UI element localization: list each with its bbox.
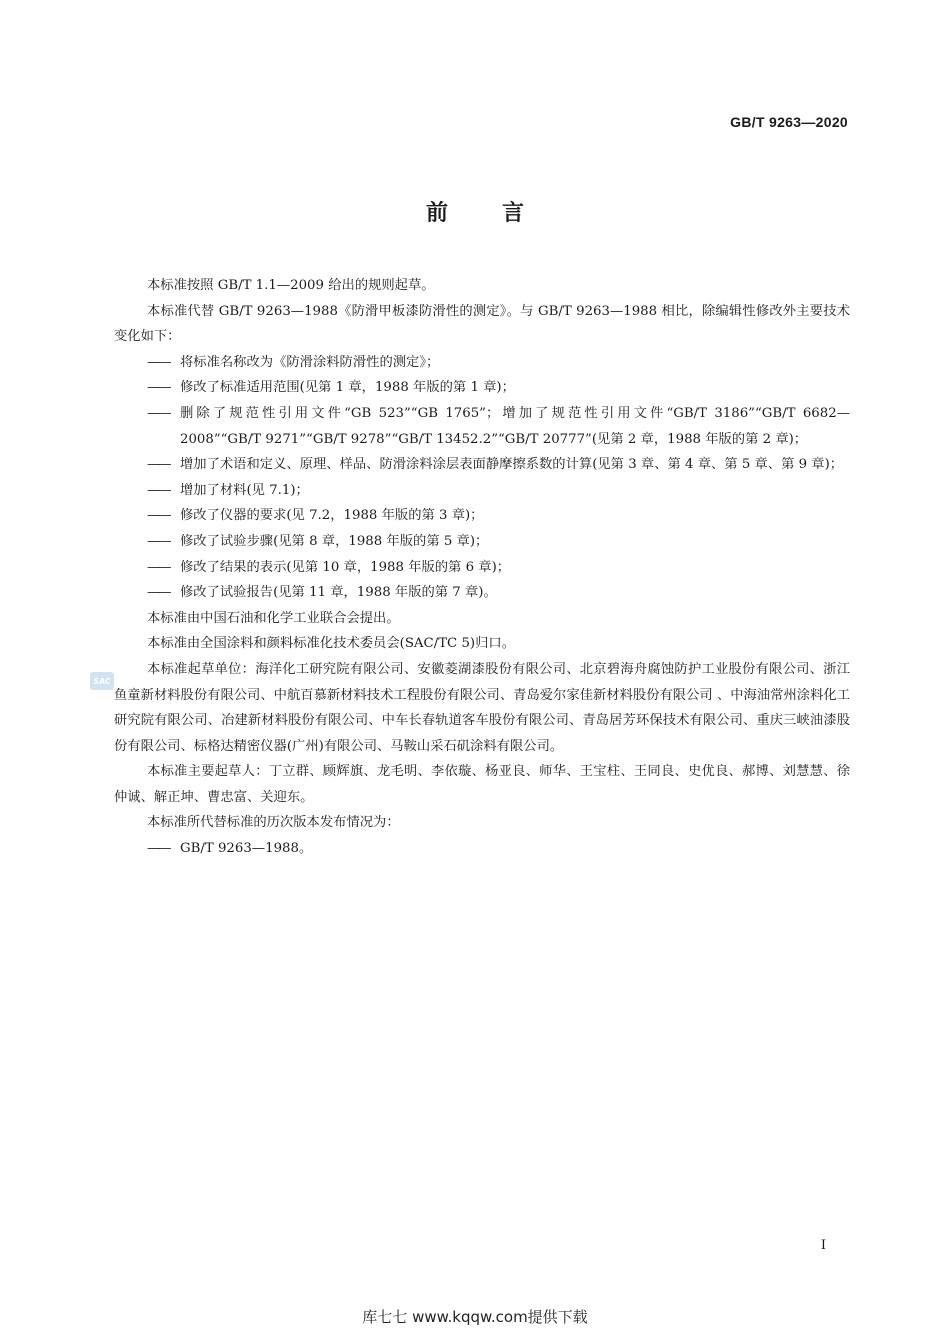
footer-watermark: 库七七 www.kqqw.com提供下载 <box>362 1308 588 1326</box>
title-char-2: 言 <box>502 201 525 226</box>
list-item-text: 增加了术语和定义、原理、样品、防滑涂料涂层表面静摩擦系数的计算(见第 3 章、第 4 章、第 5 章、第 9 章)； <box>180 457 844 473</box>
dash-mark: —— <box>147 559 170 575</box>
dash-mark: —— <box>147 585 170 601</box>
list-item-change <box>114 452 850 478</box>
standard-code: GB/T 9263—2020 <box>730 114 848 130</box>
dash-mark: —— <box>147 508 170 524</box>
dash-mark: —— <box>147 841 170 857</box>
list-item-change <box>114 401 850 452</box>
dash-mark: —— <box>147 380 170 396</box>
dash-mark: —— <box>147 482 170 498</box>
list-item-text: 将标准名称改为《防滑涂料防滑性的测定》； <box>180 354 440 370</box>
paragraph-replaces: 本标准代替 GB/T 9263—1988《防滑甲板漆防滑性的测定》。与 GB/T 9263—1988 相比，除编辑性修改外主要技术变化如下： <box>114 303 850 345</box>
list-item-change <box>114 503 850 529</box>
paragraph-drafters: 本标准主要起草人：丁立群、顾辉旗、龙毛明、李依璇、杨亚良、师华、王宝柱、王同良、史优良、郝博、刘慧慧、徐仲诚、解正坤、曹忠富、关迎东。 <box>114 764 850 805</box>
list-item-text: GB/T 9263—1988。 <box>180 841 313 857</box>
dash-mark: —— <box>147 405 170 421</box>
list-item-text: 修改了结果的表示(见第 10 章，1988 年版的第 6 章)； <box>180 559 511 575</box>
list-item-change <box>114 478 850 504</box>
paragraph-history: 本标准所代替标准的历次版本发布情况为： <box>147 815 400 831</box>
list-item-change <box>114 350 850 376</box>
list-item-text: 删除了规范性引用文件“GB 523”“GB 1765”；增加了规范性引用文件“GB/T 3186”“GB/T 6682—2008”“GB/T 9271”“GB/T 9278”“GB/T 13452.2”“GB/T 20777”(见第 2 章，1988 年版的第 2 章)； <box>180 405 850 447</box>
list-item-change <box>114 555 850 581</box>
dash-mark: —— <box>147 354 170 370</box>
list-item-change <box>114 375 850 401</box>
paragraph-committee: 本标准由全国涂料和颜料标准化技术委员会(SAC/TC 5)归口。 <box>147 636 516 652</box>
page-number: I <box>820 1238 826 1253</box>
list-item-change <box>114 580 850 606</box>
dash-mark: —— <box>147 533 170 549</box>
paragraph-proposer: 本标准由中国石油和化学工业联合会提出。 <box>147 610 400 626</box>
list-item-previous-edition <box>114 836 850 862</box>
list-item-text: 修改了标准适用范围(见第 1 章，1988 年版的第 1 章)； <box>180 380 515 396</box>
list-item-text: 修改了试验步骤(见第 8 章，1988 年版的第 5 章)； <box>180 533 489 549</box>
list-item-text: 增加了材料(见 7.1)； <box>180 482 309 498</box>
list-item-change <box>114 529 850 555</box>
dash-mark: —— <box>147 457 170 473</box>
paragraph-drafting-units: 本标准起草单位：海洋化工研究院有限公司、安徽菱湖漆股份有限公司、北京碧海舟腐蚀防护工业股份有限公司、浙江鱼童新材料股份有限公司、中航百慕新材料技术工程股份有限公司、青岛爱尔家佳新材料股份有限公司 、中海油常州涂料化工研究院有限公司、冶建新材料股份有限公司、中车长春轨道客车股份有限公司、青岛居芳环保技术有限公司、重庆三峡油漆股份有限公司、标格达精密仪器(广州)有限公司、马鞍山采石矶涂料有限公司。 <box>114 661 850 754</box>
title-char-1: 前 <box>425 201 448 226</box>
list-item-text: 修改了仪器的要求(见 7.2，1988 年版的第 3 章)； <box>180 508 484 524</box>
list-item-text: 修改了试验报告(见第 11 章，1988 年版的第 7 章)。 <box>180 585 497 601</box>
document-body <box>114 273 850 862</box>
page-title <box>0 196 950 227</box>
sac-logo-icon: SAC <box>90 672 114 690</box>
paragraph-drafting-rules: 本标准按照 GB/T 1.1—2009 给出的规则起草。 <box>147 278 435 293</box>
